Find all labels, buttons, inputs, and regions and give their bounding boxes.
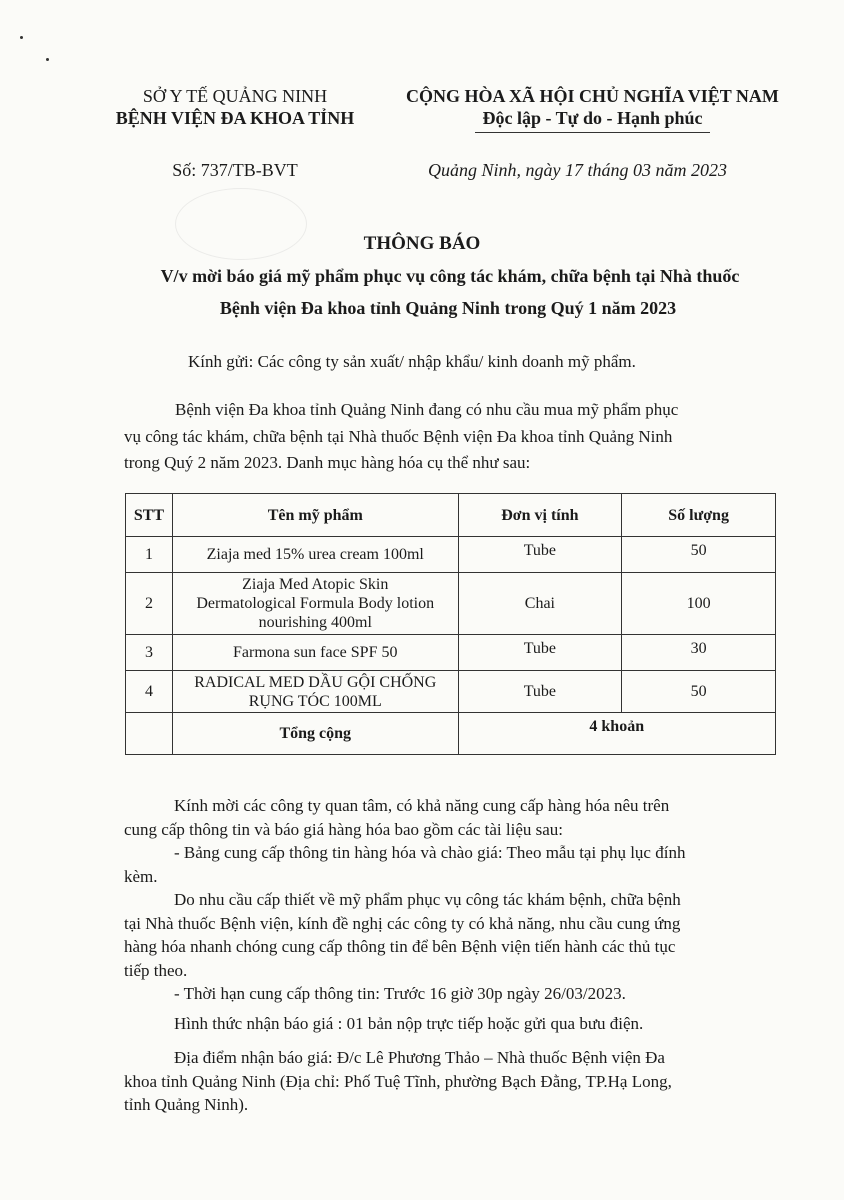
stt-cell: 3 (126, 635, 173, 671)
body-line: cung cấp thông tin và báo giá hàng hóa bao gồm các tài liệu sau: (124, 819, 564, 839)
document-subtitle-line1: V/v mời báo giá mỹ phẩm phục vụ công tác khám, chữa bệnh tại Nhà thuốc (160, 266, 740, 286)
table-row (126, 635, 776, 671)
unit-cell: Chai (458, 573, 622, 635)
unit-cell: Tube (458, 671, 622, 713)
name-cell: Farmona sun face SPF 50 (172, 635, 458, 671)
document-number: Số: 737/TB-BVT (172, 160, 298, 180)
document-title: THÔNG BÁO (363, 233, 481, 254)
table-row (126, 671, 776, 713)
national-title: CỘNG HÒA XÃ HỘI CHỦ NGHĨA VIỆT NAM (406, 86, 779, 106)
intro-line: trong Quý 2 năm 2023. Danh mục hàng hóa cụ thể như sau: (124, 453, 531, 472)
address-line: Địa điểm nhận báo giá: Đ/c Lê Phương Thảo – Nhà thuốc Bệnh viện Đa (174, 1048, 665, 1067)
table-row (126, 573, 776, 635)
body-line: hàng hóa nhanh chóng cung cấp thông tin để bên Bệnh viện tiến hành các thủ tục (124, 937, 676, 956)
name-line: Ziaja Med Atopic Skin (242, 576, 389, 593)
total-label: Tổng cộng (172, 713, 458, 755)
intro-paragraph (124, 398, 784, 475)
table-total-row (126, 713, 776, 755)
speck-mark (20, 36, 23, 39)
name-line: RADICAL MED DẦU GỘI CHỐNG (194, 673, 437, 691)
body-line: Kính mời các công ty quan tâm, có khả năng cung cấp hàng hóa nêu trên (174, 796, 670, 815)
body-line: - Bảng cung cấp thông tin hàng hóa và chào giá: Theo mẫu tại phụ lục đính (174, 843, 686, 862)
deadline-line: - Thời hạn cung cấp thông tin: Trước 16 giờ 30p ngày 26/03/2023. (174, 984, 626, 1003)
address-line: khoa tỉnh Quảng Ninh (Địa chỉ: Phố Tuệ Tĩnh, phường Bạch Đằng, TP.Hạ Long, (124, 1071, 672, 1091)
items-table (125, 493, 776, 755)
stt-cell: 1 (126, 537, 173, 573)
column-header: Số lượng (622, 494, 776, 537)
table-header-row (126, 494, 776, 537)
name-line: nourishing 400ml (258, 614, 372, 631)
intro-line: vụ công tác khám, chữa bệnh tại Nhà thuốc Bệnh viện Đa khoa tỉnh Quảng Ninh (124, 426, 673, 446)
name-cell (172, 573, 458, 635)
qty-cell: 30 (622, 635, 776, 671)
national-motto: Độc lập - Tự do - Hạnh phúc (482, 108, 703, 128)
name-line: Dermatological Formula Body lotion (196, 595, 435, 612)
agency-name: SỞ Y TẾ QUẢNG NINH (142, 86, 328, 106)
date-place: Quảng Ninh, ngày 17 tháng 03 năm 2023 (428, 160, 727, 180)
qty-cell: 50 (622, 671, 776, 713)
hospital-name: BỆNH VIỆN ĐA KHOA TỈNH (115, 108, 355, 128)
column-header: Đơn vị tính (458, 494, 622, 537)
body-line: tại Nhà thuốc Bệnh viện, kính đề nghị các công ty có khả năng, nhu cầu cung ứng (124, 913, 681, 933)
empty-cell (126, 713, 173, 755)
form-paragraph (174, 1012, 794, 1036)
name-cell: Ziaja med 15% urea cream 100ml (172, 537, 458, 573)
unit-cell: Tube (458, 635, 622, 671)
qty-cell: 50 (622, 537, 776, 573)
form-line: Hình thức nhận báo giá : 01 bản nộp trực tiếp hoặc gửi qua bưu điện. (174, 1014, 644, 1033)
stt-cell: 4 (126, 671, 173, 713)
table-row (126, 537, 776, 573)
qty-cell: 100 (622, 573, 776, 635)
column-header: STT (126, 494, 173, 537)
motto-underline (475, 132, 710, 133)
document-subtitle-line2: Bệnh viện Đa khoa tỉnh Quảng Ninh trong Quý 1 năm 2023 (219, 298, 677, 318)
body-line: Do nhu cầu cấp thiết về mỹ phẩm phục vụ công tác khám bệnh, chữa bệnh (174, 890, 681, 909)
total-value: 4 khoản (458, 713, 775, 755)
unit-cell: Tube (458, 537, 622, 573)
body-paragraph (124, 794, 784, 1006)
column-header: Tên mỹ phẩm (172, 494, 458, 537)
body-line: kèm. (124, 866, 158, 886)
body-line: tiếp theo. (124, 960, 188, 980)
name-cell (172, 671, 458, 713)
address-line: tỉnh Quảng Ninh). (124, 1095, 249, 1114)
stt-cell: 2 (126, 573, 173, 635)
name-line: RỤNG TÓC 100ML (248, 692, 382, 710)
address-paragraph (124, 1046, 794, 1117)
recipient-line: Kính gửi: Các công ty sản xuất/ nhập khẩu/ kinh doanh mỹ phẩm. (188, 352, 636, 371)
intro-line: Bệnh viện Đa khoa tỉnh Quảng Ninh đang có nhu cầu mua mỹ phẩm phục (175, 400, 679, 419)
speck-mark (46, 58, 49, 61)
